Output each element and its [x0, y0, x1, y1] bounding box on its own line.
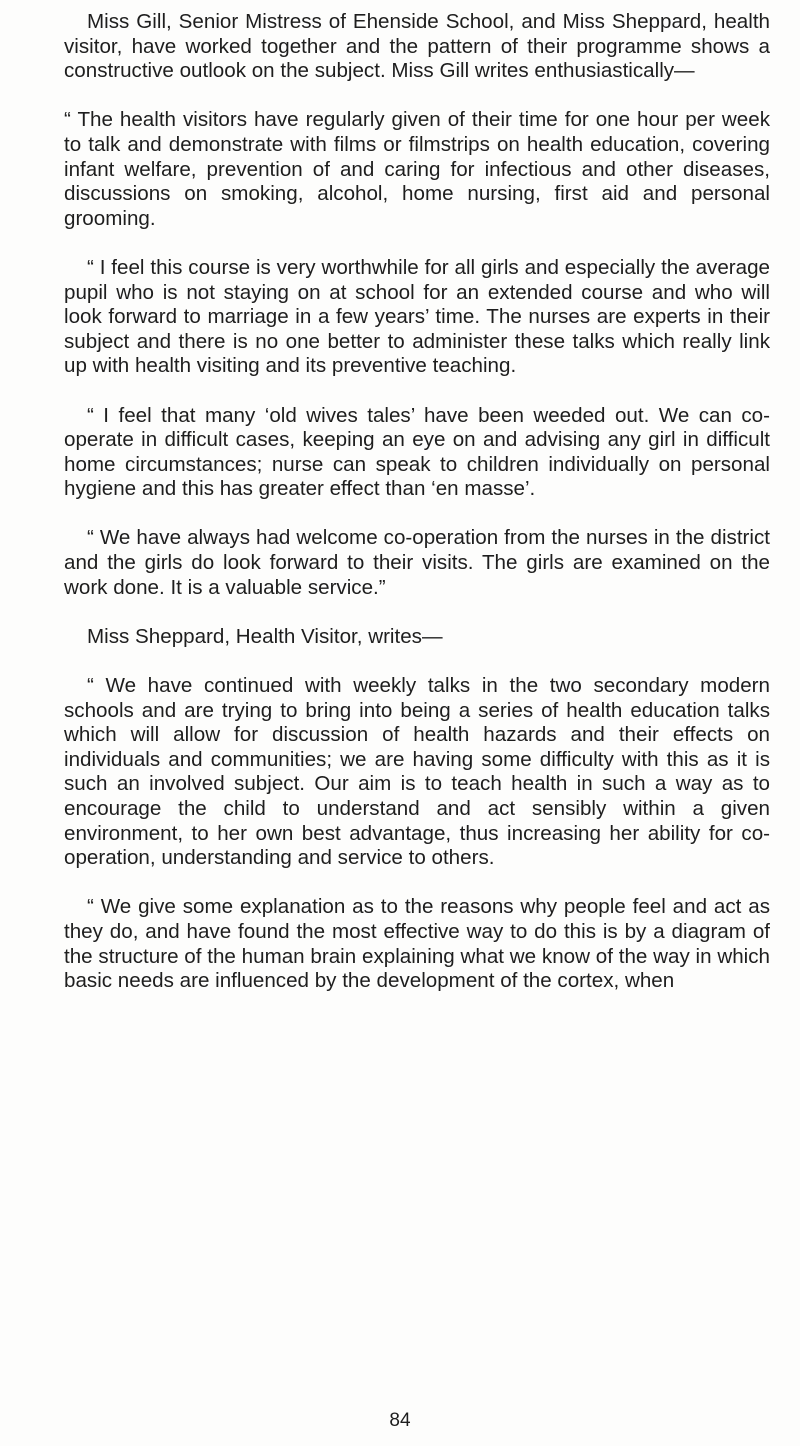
paragraph: “ We give some explanation as to the reasons why people feel and act as they do, and have found the most effective way to do this is by a diagram of the structure of the human brain explaining what we know of the way in which basic needs are influenced by the development of the cortex, when [64, 895, 770, 993]
paragraph: “ I feel that many ‘old wives tales’ have been weeded out. We can co-operate in difficult cases, keeping an eye on and advising any girl in difficult home circumstances; nurse can speak to children individually on personal hygiene and this has greater effect than ‘en masse’. [64, 403, 770, 501]
paragraph: “ I feel this course is very worthwhile for all girls and especially the average pupil who is not staying on at school for an extended course and who will look forward to marriage in a few years’ time. The nurses are experts in their subject and there is no one better to administer these talks which really link up with health visiting and its preventive teaching. [64, 255, 770, 378]
body-text [64, 10, 770, 1018]
paragraph: “ We have always had welcome co-operation from the nurses in the district and the girls do look forward to their visits. The girls are examined on the work done. It is a valuable service.” [64, 526, 770, 599]
paragraph: “ The health visitors have regularly given of their time for one hour per week to talk and demonstrate with films or filmstrips on health education, covering infant welfare, prevention of and caring for infectious and other diseases, discussions on smoking, alcohol, home nursing, first aid and personal grooming. [64, 108, 770, 230]
paragraph: “ We have continued with weekly talks in the two secondary modern schools and are trying to bring into being a series of health education talks which will allow for discussion of health hazards and their effects on individuals and communities; we are having some difficulty with this as it is such an involved subject. Our aim is to teach health in such a way as to encourage the child to understand and act sensibly within a given environment, to her own best advantage, thus increasing her ability for co-operation, understanding and service to others. [64, 674, 770, 870]
paragraph: Miss Sheppard, Health Visitor, writes— [87, 624, 443, 648]
page-number: 84 [389, 1410, 411, 1431]
paragraph: Miss Gill, Senior Mistress of Ehenside School, and Miss Sheppard, health visitor, have worked together and the pattern of their programme shows a constructive outlook on the subject. Miss Gill writes enthusiastically— [64, 10, 770, 83]
